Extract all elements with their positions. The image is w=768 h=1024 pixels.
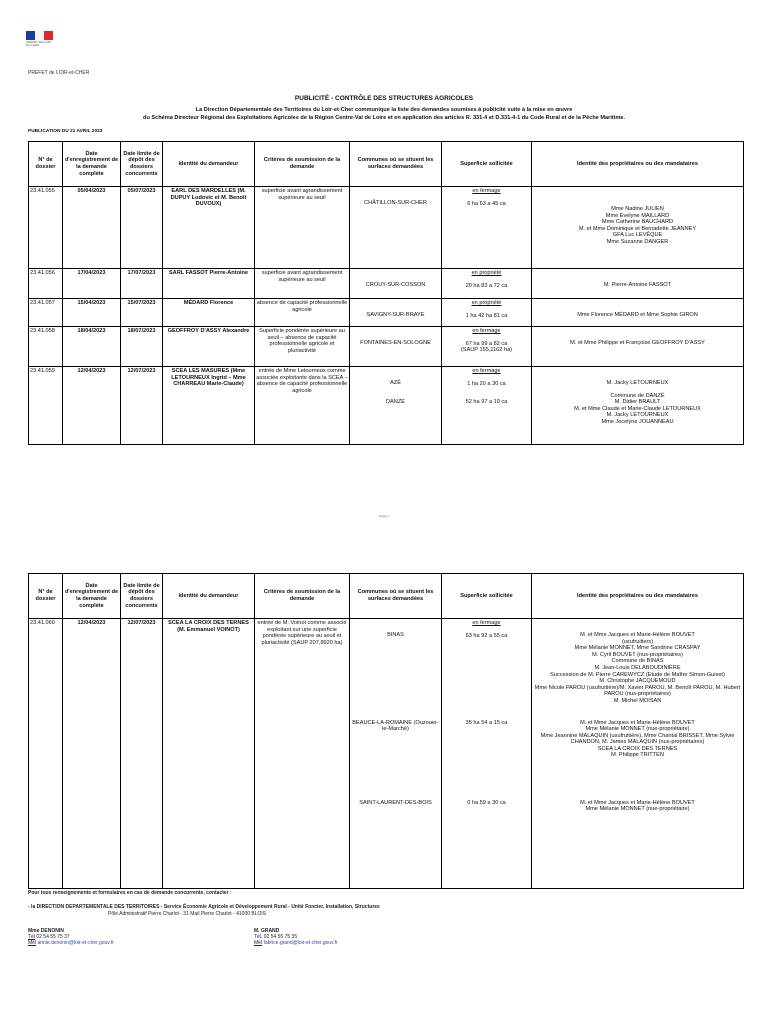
owner: M. et Mme Jacques et Marie-Hélène BOUVET xyxy=(580,719,695,726)
owner: Mme Mélanie MONNET, Mme Sandrine CRASPAY xyxy=(574,645,701,652)
table-row xyxy=(29,367,744,445)
cell-surface xyxy=(442,269,532,299)
col-header-owners: Identité des propriétaires ou des mandataires xyxy=(532,142,744,187)
cell-owners xyxy=(532,799,744,889)
footer-service: - la DIRECTION DEPARTEMENTALE DES TERRITOIRES - Service Économie Agricole et Développement Rural - Unité Foncier, Installation, Structures xyxy=(28,904,380,910)
owner: Mme Evelyne MAILLARD xyxy=(605,212,670,219)
commune-name: BEAUCE-LA-ROMAINE (Ouzouer-le-Marché) xyxy=(352,719,439,733)
owner: SCEA LA CROIX DES TERNES xyxy=(597,745,678,752)
table-row xyxy=(29,299,744,327)
cell-applicant: SCEA LA CROIX DES TERNES (M. Emmanuel VOINOT) xyxy=(163,619,255,889)
owner: M. Didier BRAULT xyxy=(614,399,661,406)
owner: Mme Jocelyne JOUANNEAU xyxy=(601,418,674,425)
owner: Mme Mélanie MONNET (nue-propriétaire) xyxy=(585,726,690,733)
tel-value: 02 54 55 75 35 xyxy=(262,934,298,940)
owner: Mme Catherine BAUCHARD xyxy=(601,219,674,226)
cell-criteria: Superficie pondérée supérieure au seuil – absence de capacité professionnelle agricole et pluriactivité xyxy=(255,327,350,367)
commune-name: BINAS xyxy=(387,632,404,638)
surface-value: 35 ha 54 a 15 ca xyxy=(465,719,508,726)
owner: M. et Mme Jacques et Marie-Hélène BOUVET xyxy=(580,632,695,638)
subtitle-line-2: du Schéma Directeur Régional des Exploitations Agricoles de la Région Centre-Val de Loire et en application des articles R. 331-4 et D.331-4-1 du Code Rural et de la Pêche Maritime. xyxy=(143,115,625,121)
owner: M. Jacky LETOURNEUX xyxy=(606,412,669,419)
cell-surface xyxy=(442,327,532,367)
cell-date: 18/04/2023 xyxy=(63,327,121,367)
cell-num: 23.41.059 xyxy=(29,367,63,445)
prefet-label: PRÉFET de LOIR-et-CHER xyxy=(28,70,90,76)
surface-value: 0 ha 59 a 30 ca xyxy=(467,799,506,806)
col-header-applicant: Identité du demandeur xyxy=(163,574,255,619)
table-header-row xyxy=(29,574,744,619)
contact-name: Mme DENONIN xyxy=(28,928,64,934)
commune-name: AZÉ xyxy=(390,380,401,386)
cell-owners xyxy=(532,719,744,799)
table-row xyxy=(29,187,744,269)
cell-date: 17/04/2023 xyxy=(63,269,121,299)
cell-communes xyxy=(350,799,442,889)
cell-limit: 12/07/2023 xyxy=(121,367,163,445)
cell-communes xyxy=(350,187,442,269)
table-header-row xyxy=(29,142,744,187)
cell-date: 12/04/2023 xyxy=(63,367,121,445)
page-subtitle xyxy=(0,106,768,122)
col-header-communes: Communes où se situent les surfaces demandées xyxy=(350,574,442,619)
cell-owners xyxy=(532,187,744,269)
owner: M. Philippe TRITTEN xyxy=(611,752,664,759)
cell-owners xyxy=(532,367,744,445)
cell-owners xyxy=(532,327,744,367)
owner: M. Michel MOISAN xyxy=(613,697,662,704)
col-header-applicant: Identité du demandeur xyxy=(163,142,255,187)
owner: Mme Jeannine MALAQUIN (usufruitière), Mme Chantal BRISSET, Mme Sylvie CHANDON, M. James MALAQUIN (nus-propriétaires) xyxy=(540,732,735,746)
mail-label: Mél xyxy=(254,940,263,946)
cell-num: 23.41.058 xyxy=(29,327,63,367)
col-header-surface: Superficie sollicitée xyxy=(442,142,532,187)
cell-num: 23.41.055 xyxy=(29,187,63,269)
contact-name: M. GRAND xyxy=(254,928,280,934)
commune-name: CHÂTILLON-SUR-CHER xyxy=(364,200,427,206)
owner: M. Cyril BOUVET (nus-propriétaires) xyxy=(592,651,683,658)
owner: M. Christophe JACQUEMOUD xyxy=(599,678,676,685)
cell-communes xyxy=(350,367,442,445)
cell-communes xyxy=(350,619,442,719)
owner: M. et Mme Dominique et Bernadette JEANNEY xyxy=(578,225,697,232)
surface-mode: en fermage xyxy=(472,328,501,334)
cell-criteria: entrée de Mme Letourneux comme associée exploitante dans la SCEA – absence de capacité professionnelle agricole xyxy=(255,367,350,445)
cell-applicant: EARL DES MARDELLES (M. DUPUY Ludovic et M. Benoît DUVOUX) xyxy=(163,187,255,269)
cell-surface xyxy=(442,367,532,445)
cell-date: 12/04/2023 xyxy=(63,619,121,889)
surface-value: 63 ha 92 a 55 ca xyxy=(465,632,508,639)
owner: (usufruitiers) xyxy=(621,638,654,645)
owner: M. Jacky LETOURNEUX xyxy=(606,380,669,386)
table-row xyxy=(29,619,744,719)
cell-date: 05/04/2023 xyxy=(63,187,121,269)
col-header-limit: Date limite de dépôt des dossiers concurrents xyxy=(121,142,163,187)
subtitle-line-1: La Direction Départementale des Territoires du Loir-et-Cher communique la liste des demandes soumises à publicité suite à la mise en œuvre xyxy=(195,107,573,113)
cell-criteria: entrée de M. Voinot comme associé exploitant sur une superficie pondérée supérieure au seuil et pluriactivité (SAUP 207,8920 ha) xyxy=(255,619,350,889)
surface-mode: en propriété xyxy=(471,300,502,306)
commune-name: DANZÉ xyxy=(386,398,405,405)
republic-logo xyxy=(26,31,53,47)
owner: M. et Mme Jacques et Marie-Hélène BOUVET xyxy=(580,799,695,806)
cell-surface xyxy=(442,719,532,799)
cell-applicant: SCEA LES MASURES (Mme LETOURNEUX Ingrid – Mme CHARREAU Marie-Claude) xyxy=(163,367,255,445)
cell-num: 23.41.060 xyxy=(29,619,63,889)
col-header-limit: Date limite de dépôt des dossiers concurrents xyxy=(121,574,163,619)
cell-applicant: SARL FASSOT Pierre-Antoine xyxy=(163,269,255,299)
publication-date: PUBLICATION DU 21 AVRIL 2023 xyxy=(28,129,103,134)
commune-name: SAINT-LAURENT-DES-BOIS xyxy=(359,799,432,806)
tel-label: Tél xyxy=(28,934,35,940)
cell-owners xyxy=(532,299,744,327)
commune-name: SAVIGNY-SUR-BRAYE xyxy=(366,312,425,318)
owner: Mme Suzanne DANGER xyxy=(606,238,669,245)
cell-limit: 05/07/2023 xyxy=(121,187,163,269)
requests-table-1 xyxy=(28,141,744,445)
surface-note: (SAUP 155,1162 ha) xyxy=(460,347,513,354)
contact-mail xyxy=(254,940,338,946)
cell-applicant: GEOFFROY D'ASSY Alexandre xyxy=(163,327,255,367)
page-number: Page 1 xyxy=(379,514,389,518)
surface-value: 1 ha 42 ha 81 ca xyxy=(465,312,508,319)
cell-num: 23.41.057 xyxy=(29,299,63,327)
cell-surface xyxy=(442,619,532,719)
col-header-owners: Identité des propriétaires ou des mandataires xyxy=(532,574,744,619)
tel-label: Tél. xyxy=(254,934,263,940)
col-header-surface: Superficie sollicitée xyxy=(442,574,532,619)
cell-owners xyxy=(532,269,744,299)
cell-criteria: superficie avant agrandissement supérieure au seuil xyxy=(255,187,350,269)
col-header-criteria: Critères de soumission de la demande xyxy=(255,574,350,619)
owner: M. et Mme Claude et Marie-Claude LETOURNEUX xyxy=(574,405,701,412)
cell-communes xyxy=(350,269,442,299)
owner: Commune de BINAS xyxy=(611,658,664,665)
cell-criteria: superficie avant agrandissement supérieure au seuil xyxy=(255,269,350,299)
surface-value: 1 ha 20 a 30 ca xyxy=(467,380,506,387)
table-row xyxy=(29,269,744,299)
page-title: PUBLICITÉ - CONTRÔLE DES STRUCTURES AGRICOLES xyxy=(294,95,474,102)
owner: Succession de M. Pierre CAREWYCZ (Etude de Maître Simon-Guiset) xyxy=(550,671,725,678)
col-header-num: N° de dossier xyxy=(29,574,63,619)
cell-date: 15/04/2023 xyxy=(63,299,121,327)
owner: M. Pierre-Antoine FASSOT xyxy=(603,282,672,288)
cell-limit: 15/07/2023 xyxy=(121,299,163,327)
surface-value: 52 ha 97 a 10 ca xyxy=(465,399,508,406)
commune-name: CROUY-SUR-COSSON xyxy=(365,282,426,288)
contact-mail xyxy=(28,940,114,946)
owner: M. Jean-Louis DELABOUDINIÈRE xyxy=(594,664,681,671)
mail-label: Mél xyxy=(28,940,37,946)
cell-surface xyxy=(442,187,532,269)
cell-limit: 17/07/2023 xyxy=(121,269,163,299)
owner: Commune de DANZÉ xyxy=(610,392,665,399)
mail-link[interactable]: fabrice.grand@loir-et-cher.gouv.fr xyxy=(262,940,338,946)
mail-link[interactable]: annie.denonin@loir-et-cher.gouv.fr xyxy=(36,940,114,946)
surface-mode: en propriété xyxy=(471,270,502,276)
logo-caption: PRÉFET DE LOIR-ET-CHER xyxy=(26,40,52,47)
cell-communes xyxy=(350,299,442,327)
cell-applicant: MÉDARD Florence xyxy=(163,299,255,327)
cell-limit: 12/07/2023 xyxy=(121,619,163,889)
requests-table-2 xyxy=(28,573,744,889)
owner: M. et Mme Philippe et Françoise GEOFFROY D'ASSY xyxy=(570,340,705,346)
col-header-date: Date d'enregistrement de la demande complète xyxy=(63,142,121,187)
footer-intro: Pour tous renseignements et formulaires en cas de demande concurrente, contacter : xyxy=(28,890,232,896)
cell-communes xyxy=(350,719,442,799)
table-row xyxy=(29,327,744,367)
surface-mode: en fermage xyxy=(472,620,501,626)
surface-mode: en fermage xyxy=(472,188,501,194)
contact-1 xyxy=(28,928,114,946)
footer-address: Pôle Administratif Pierre Charlot - 31 Mail Pierre Charlot - 41000 BLOIS xyxy=(108,911,267,917)
col-header-num: N° de dossier xyxy=(29,142,63,187)
owner: Mme Mélanie MONNET (nue-propriétaire) xyxy=(585,806,690,813)
cell-limit: 18/07/2023 xyxy=(121,327,163,367)
tel-value: 02 54 55 75 37 xyxy=(34,934,70,940)
cell-communes xyxy=(350,327,442,367)
commune-name: FONTAINES-EN-SOLOGNE xyxy=(360,340,431,346)
owner: Mme Nadine JULIEN xyxy=(611,206,664,212)
contact-2 xyxy=(254,928,338,946)
surface-mode: en fermage xyxy=(472,368,501,374)
surface-value: 67 ha 99 a 82 ca xyxy=(465,340,508,347)
cell-criteria: absence de capacité professionnelle agricole xyxy=(255,299,350,327)
owner: Mme Florence MÉDARD et Mme Sophie GIRON xyxy=(577,312,698,318)
surface-value: 6 ha 63 a 45 ca xyxy=(467,200,506,207)
owner: GFA Luc LEVÊQUE xyxy=(612,232,663,239)
cell-num: 23.41.056 xyxy=(29,269,63,299)
surface-value: 20 ha 83 a 72 ca xyxy=(465,282,508,289)
owner: Mme Nicole PAROU (usufruitière)/M. Xavier PAROU, M. Benoît PAROU, M. Hubert PAROU (nus-propriétaires) xyxy=(534,684,741,698)
col-header-date: Date d'enregistrement de la demande complète xyxy=(63,574,121,619)
col-header-communes: Communes où se situent les surfaces demandées xyxy=(350,142,442,187)
cell-surface xyxy=(442,299,532,327)
col-header-criteria: Critères de soumission de la demande xyxy=(255,142,350,187)
flag-icon xyxy=(26,31,53,40)
cell-owners xyxy=(532,619,744,719)
cell-surface xyxy=(442,799,532,889)
